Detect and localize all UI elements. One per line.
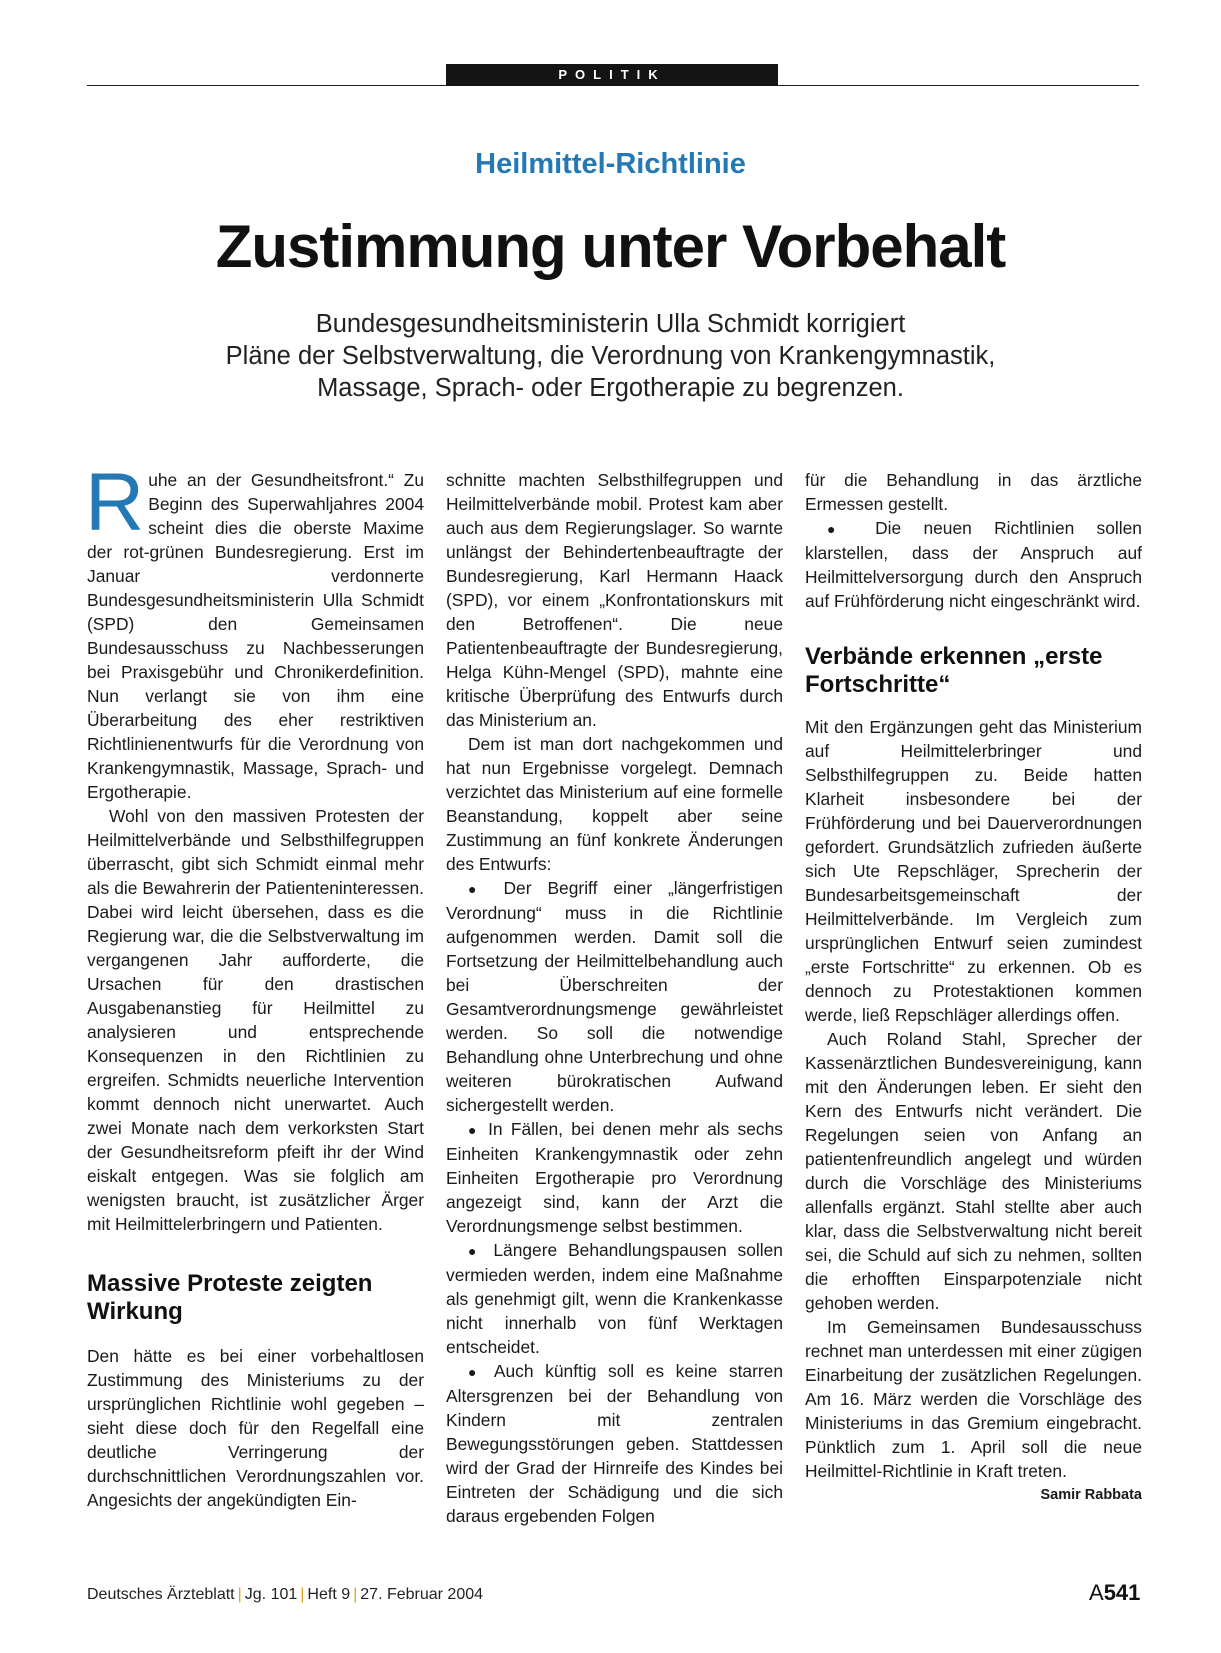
body-paragraph: Auch Roland Stahl, Sprecher der Kassenärztlichen Bundesvereinigung, kann mit den Änderungen leben. Er sieht den Kern des Entwurfs nicht verändert. Die Regelungen seien von Anfang an patientenfreundlich angelegt und würden durch die Vorschläge des Ministeriums allenfalls ergänzt. Stahl stellte aber auch klar, dass die Selbstverwaltung nicht bereit sei, die Schuld auf sich zu nehmen, sollten die erhofften Einsparpotenziale nicht gehoben werden. xyxy=(805,1029,1142,1313)
body-paragraph: Mit den Ergänzungen geht das Ministerium auf Heilmittelerbringer und Selbsthilfegruppen zu. Beide hatten Klarheit insbesondere bei der Frühförderung und bei Dauerverordnungen gefordert. Grundsätzlich zufrieden äußerte sich Ute Repschläger, Sprecherin der Bundesarbeitsgemeinschaft der Heilmittelverbände. Im Vergleich zum ursprünglichen Entwurf seien zumindest „erste Fortschritte“ zu erkennen. Ob es dennoch zu Protestaktionen kommen werde, ließ Repschläger allerdings offen. xyxy=(805,717,1142,1025)
bullet-item: ● Auch künftig soll es keine starren Altersgrenzen bei der Behandlung von Kindern mit zentralen Bewegungsstörungen geben. Stattdessen wird der Grad der Hirnreife des Kindes bei Eintreten der Schädigung und die sich daraus ergebenden Folgen xyxy=(446,1361,783,1526)
article-column-1 xyxy=(85,457,424,1512)
subhead-line: Bundesgesundheitsministerin Ulla Schmidt korrigiert xyxy=(315,310,906,338)
bullet-icon: ● xyxy=(468,1243,483,1259)
subheading: Verbände erkennen „erste Fortschritte“ xyxy=(805,643,1103,698)
drop-cap: R xyxy=(85,457,145,548)
article-column-3 xyxy=(805,468,1142,1507)
bullet-item: ● Der Begriff einer „längerfristigen Verordnung“ muss in die Richtlinie aufgenommen werden. Damit soll die Fortsetzung der Heilmittelbehandlung auch bei Überschreiten der Gesamtverordnungsmenge gewährleistet werden. So soll die notwendige Behandlung ohne Unterbrechung und ohne weiteren bürokratischen Aufwand sichergestellt werden. xyxy=(446,878,783,1115)
footer-citation: Deutsches Ärzteblatt | Jg. 101 | Heft 9 | 27. Februar 2004 xyxy=(87,1586,484,1603)
author-byline: Samir Rabbata xyxy=(1040,1487,1142,1503)
body-paragraph: für die Behandlung in das ärztliche Ermessen gestellt. xyxy=(805,470,1142,514)
bullet-icon: ● xyxy=(468,1122,480,1138)
journal-name: Deutsches Ärzteblatt xyxy=(87,1586,235,1603)
bullet-icon: ● xyxy=(468,881,488,897)
body-paragraph: Im Gemeinsamen Bundesausschuss rechnet man unterdessen mit einer zügigen Einarbeitung der zusätzlichen Regelungen. Am 16. März werden die Vorschläge des Ministeriums in das Gremium eingebracht. Pünktlich zum 1. April soll die neue Heilmittel-Richtlinie in Kraft treten. Samir Rabbata xyxy=(805,1315,1142,1483)
page-number: A541 xyxy=(1089,1580,1141,1605)
bullet-item: ● In Fällen, bei denen mehr als sechs Einheiten Krankengymnastik oder zehn Einheiten Ergotherapie pro Verordnung angezeigt sind, kann der Arzt die Verordnungsmenge selbst bestimmen. xyxy=(446,1119,783,1236)
body-paragraph: schnitte machten Selbsthilfegruppen und Heilmittelverbände mobil. Protest kam aber auch aus dem Regierungslager. So warnte unlängst der Behindertenbeauftragte der Bundesregierung, Karl Hermann Haack (SPD), vor einem „Konfrontationskurs mit den Betroffenen“. Die neue Patientenbeauftragte der Bundesregierung, Helga Kühn-Mengel (SPD), mahnte eine kritische Überprüfung des Entwurfs durch das Ministerium an. xyxy=(446,470,783,730)
volume: Jg. 101 xyxy=(244,1586,298,1603)
bullet-item: ● Die neuen Richtlinien sollen klarstellen, dass der Anspruch auf Heilmittelversorgung durch den Anspruch auf Frühförderung nicht eingeschränkt wird. xyxy=(805,518,1142,611)
subheading: Massive Proteste zeigten Wirkung xyxy=(87,1270,373,1325)
bullet-icon: ● xyxy=(468,1364,484,1380)
bullet-icon: ● xyxy=(827,521,853,537)
lead-paragraph: Ruhe an der Gesundheitsfront.“ Zu Beginn des Superwahljahres 2004 scheint dies die oberste Maxime der rot-grünen Bundesregierung. Erst im Januar verdonnerte Bundesgesundheitsministerin Ulla Schmidt (SPD) den Gemeinsamen Bundesausschuss zu Nachbesserungen bei Praxisgebühr und Chronikerdefinition. Nun verlangt sie von ihm eine Überarbeitung des eher restriktiven Richtlinienentwurfs für die Verordnung von Krankengymnastik, Massage, Sprach- und Ergotherapie. xyxy=(85,457,424,802)
body-paragraph: Wohl von den massiven Protesten der Heilmittelverbände und Selbsthilfegruppen überrascht, gibt sich Schmidt einmal mehr als die Bewahrerin der Patienteninteressen. Dabei wird leicht übersehen, dass es die Regierung war, die die Selbstverwaltung im vergangenen Jahr aufforderte, die Ursachen für den drastischen Ausgabenanstieg für Heilmittel zu analysieren und entsprechende Konsequenzen in den Richtlinien zu ergreifen. Schmidts neuerliche Intervention kommt dennoch nicht unerwartet. Auch zwei Monate nach dem verkorksten Start der Gesundheitsreform pfeift ihr der Wind eiskalt entgegen. Was sie folglich am wenigsten braucht, ist zusätzlicher Ärger mit Heilmittelerbringern und Patienten. xyxy=(87,806,424,1234)
headline: Zustimmung unter Vorbehalt xyxy=(215,213,1006,280)
section-label: POLITIK xyxy=(446,64,778,86)
issue: Heft 9 xyxy=(307,1586,351,1603)
article-column-2 xyxy=(446,468,783,1528)
subhead-line: Pläne der Selbstverwaltung, die Verordnung von Krankengymnastik, xyxy=(225,342,996,370)
subhead xyxy=(0,308,1221,404)
subhead-line: Massage, Sprach- oder Ergotherapie zu begrenzen. xyxy=(317,374,904,402)
body-paragraph: Dem ist man dort nachgekommen und hat nun Ergebnisse vorgelegt. Demnach verzichtet das Ministerium auf eine formelle Beanstandung, koppelt aber seine Zustimmung an fünf konkrete Änderungen des Entwurfs: xyxy=(446,734,783,874)
issue-date: 27. Februar 2004 xyxy=(360,1586,484,1603)
bullet-item: ● Längere Behandlungspausen sollen vermieden werden, indem eine Maßnahme als genehmigt gilt, wenn die Krankenkasse nicht innerhalb von fünf Werktagen entscheidet. xyxy=(446,1240,783,1357)
kicker: Heilmittel-Richtlinie xyxy=(475,148,746,180)
body-paragraph: Den hätte es bei einer vorbehaltlosen Zustimmung des Ministeriums zu der ursprünglichen Richtlinie wohl gegeben – sieht diese doch für den Regelfall eine deutliche Verringerung der durchschnittlichen Verordnungszahlen vor. Angesichts der angekündigten Ein- xyxy=(87,1346,424,1510)
